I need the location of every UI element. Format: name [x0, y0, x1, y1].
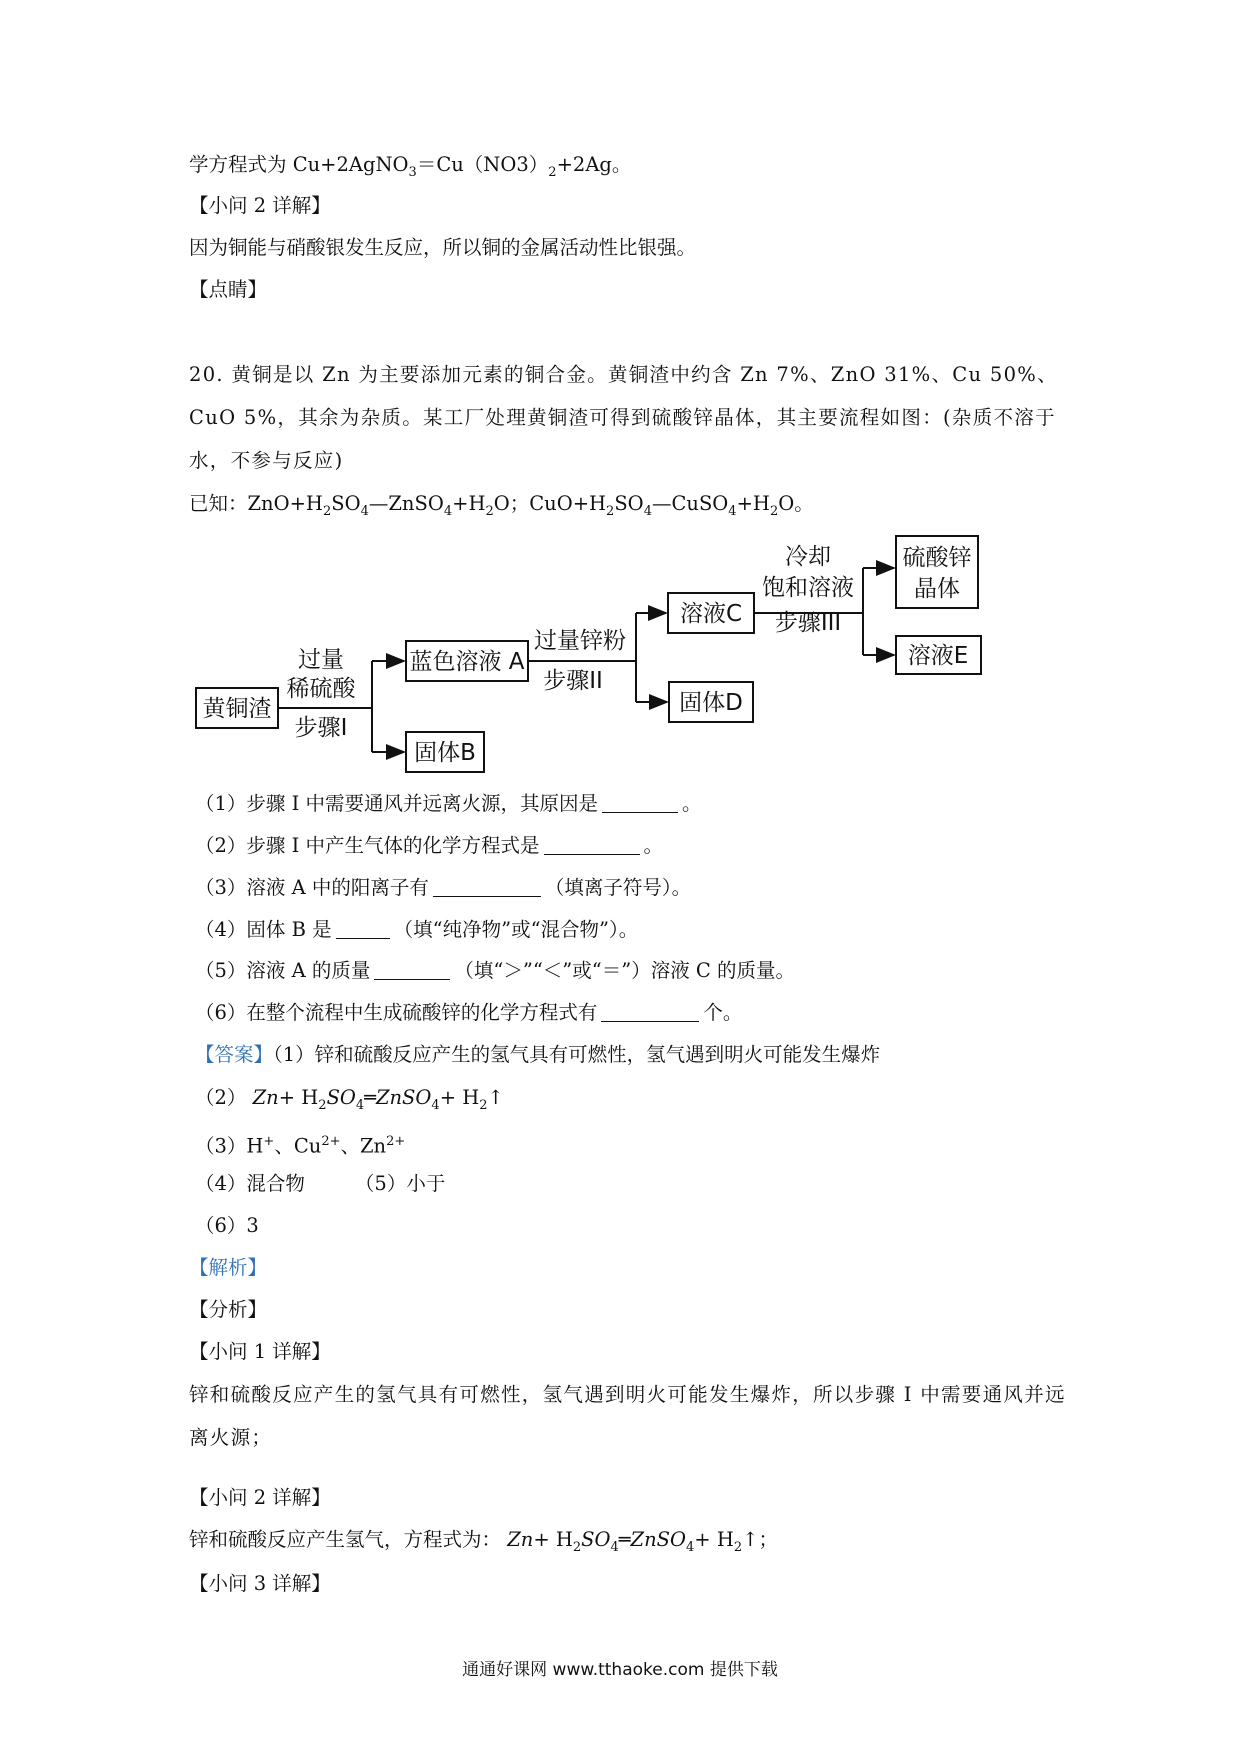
question-2: （2）步骤 I 中产生气体的化学方程式是 。 — [195, 834, 664, 857]
answer-line-4: （4）混合物 （5）小于 — [195, 1172, 446, 1195]
question-1: （1）步骤 I 中需要通风并远离火源，其原因是 。 — [195, 792, 702, 815]
answer-tag: 【答案】 — [195, 1043, 274, 1066]
label-step1-top1: 过量 — [298, 647, 344, 673]
label-huangtongzha: 黄铜渣 — [202, 696, 272, 722]
q2-text: 因为铜能与硝酸银发生反应，所以铜的金属活动性比银强。 — [189, 236, 697, 259]
answer-line-1: 【答案】（1）锌和硫酸反应产生的氢气具有可燃性，氢气遇到明火可能发生爆炸 — [195, 1043, 881, 1066]
answer-line-2: （2） $Zn+ H_2SO_4═ZnSO_4+$ $H_2↑$ — [195, 1086, 504, 1113]
answer-line-3: （3）H+、$Cu^{2+}$、$Zn^{2+}$ — [195, 1134, 406, 1158]
label-solution-e: 溶液E — [907, 643, 969, 669]
question-6: （6）在整个流程中生成硫酸锌的化学方程式有 个。 — [195, 1001, 743, 1024]
blank-2 — [544, 834, 640, 855]
label-step3-bottom: 步骤III — [774, 610, 842, 636]
q3-title: 【小问 3 详解】 — [189, 1572, 331, 1595]
q1-title: 【小问 1 详解】 — [189, 1340, 331, 1363]
label-step1-top2: 稀硫酸 — [286, 676, 356, 702]
answer-line-6: （6）3 — [195, 1214, 259, 1237]
label-crystal-line1: 硫酸锌 — [902, 545, 972, 571]
process-flow-diagram — [0, 0, 1240, 790]
label-solution-a: 蓝色溶液 A — [409, 649, 525, 675]
label-step3-top1: 冷却 — [785, 544, 831, 570]
known-equations: 已知：$ZnO+H_2SO_4—ZnSO_4+H_2O$；$CuO+H_2SO_4—CuSO_4+H_2O$。 — [189, 492, 814, 519]
label-step2-top: 过量锌粉 — [534, 628, 626, 654]
continued-equation-line: 学方程式为 $Cu+2AgNO_3=Cu(NO3)_2+2Ag$。 — [189, 153, 632, 180]
jiexi-title: 【解析】 — [189, 1256, 268, 1279]
q2b-text: 锌和硫酸反应产生氢气，方程式为： $Zn+ H_2SO_4═ZnSO_4+$ $H_2↑$； — [189, 1528, 778, 1555]
q1-text: 锌和硫酸反应产生的氢气具有可燃性，氢气遇到明火可能发生爆炸，所以步骤 I 中需要通风并远离火源； — [189, 1383, 1066, 1449]
label-solution-c: 溶液C — [679, 601, 743, 627]
question-3: （3）溶液 A 中的阳离子有 （填离子符号）。 — [195, 876, 692, 899]
blank-5 — [374, 959, 450, 980]
label-crystal-line2: 晶体 — [914, 576, 960, 602]
q2b-title: 【小问 2 详解】 — [189, 1486, 331, 1509]
label-solid-b: 固体B — [414, 740, 476, 766]
fenxi-title: 【分析】 — [189, 1298, 268, 1321]
blank-3 — [433, 876, 541, 897]
problem-intro: 20. 黄铜是以 Zn 为主要添加元素的铜合金。黄铜渣中约含 Zn 7%、ZnO 31%、Cu 50%、CuO 5%，其余为杂质。某工厂处理黄铜渣可得到硫酸锌晶体，其主要流程如图：(杂质不溶于水，不参与反应) — [189, 363, 1058, 472]
dianjing-title: 【点睛】 — [189, 278, 268, 301]
footer-watermark: 通通好课网 www.tthaoke.com 提供下载 — [462, 1660, 778, 1680]
label-step1-bottom: 步骤I — [294, 715, 348, 741]
label-step2-bottom: 步骤II — [543, 668, 603, 694]
question-4: （4）固体 B 是 （填“纯净物”或“混合物”）。 — [195, 918, 639, 941]
label-solid-d: 固体D — [679, 690, 743, 716]
blank-4 — [336, 918, 390, 939]
blank-6 — [601, 1001, 699, 1022]
blank-1 — [602, 792, 678, 813]
label-step3-top2: 饱和溶液 — [762, 575, 854, 601]
question-5: （5）溶液 A 的质量 （填“＞”“＜”或“＝”）溶液 C 的质量。 — [195, 959, 796, 982]
q2-title: 【小问 2 详解】 — [189, 194, 331, 217]
